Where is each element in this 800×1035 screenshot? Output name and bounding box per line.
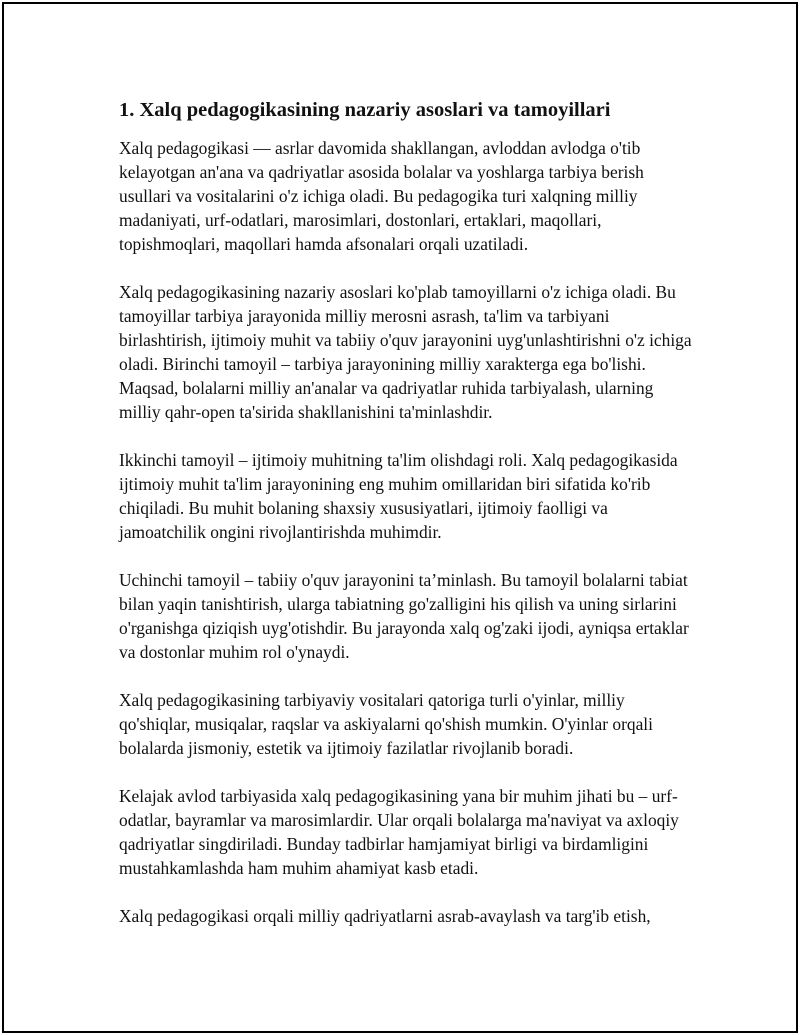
paragraph-second-principle: Ikkinchi tamoyil – ijtimoiy muhitning ta'lim olishdagi roli. Xalq pedagogikasida ijtimoiy muhit ta'lim jarayonining eng muhim omillaridan biri sifatida ko'rib chiqiladi. Bu muhit bolaning shaxsiy xususiyatlari, ijtimoiy faolligi va jamoatchilik ongini rivojlantirishda muhimdir.: [119, 450, 678, 542]
section-heading: 1. Xalq pedagogikasining nazariy asoslari va tamoyillari: [119, 99, 611, 121]
paragraph-third-principle: Uchinchi tamoyil – tabiiy o'quv jarayonini ta’minlash. Bu tamoyil bolalarni tabiat bilan yaqin tanishtirish, ularga tabiatning go'zalligini his qilish va uning sirlarini o'rganishga qiziqish uyg'otishdir. Bu jarayonda xalq og'zaki ijodi, ayniqsa ertaklar va dostonlar muhim rol o'ynaydi.: [119, 570, 689, 662]
paragraph-values: Xalq pedagogikasi orqali milliy qadriyatlarni asrab-avaylash va targ'ib etish,: [119, 906, 651, 926]
paragraph-theoretical-basis: Xalq pedagogikasining nazariy asoslari ko'plab tamoyillarni o'z ichiga oladi. Bu tamoyillar tarbiya jarayonida milliy merosni asrash, ta'lim va tarbiyani birlashtirish, ijtimoiy muhit va tabiiy o'quv jarayonini uyg'unlashtirishni o'z ichiga oladi. Birinchi tamoyil – tarbiya jarayonining milliy xarakterga ega bo'lishi. Maqsad, bolalarni milliy an'analar va qadriyatlar ruhida tarbiyalash, ularning milliy qahr-open ta'sirida shakllanishini ta'minlashdir.: [119, 282, 692, 422]
paragraph-traditions: Kelajak avlod tarbiyasida xalq pedagogikasining yana bir muhim jihati bu – urf-odatlar, bayramlar va marosimlardir. Ular orqali bolalarga ma'naviyat va axloqiy qadriyatlar singdiriladi. Bunday tadbirlar hamjamiyat birligi va birdamligini mustahkamlashda ham muhim ahamiyat kasb etadi.: [119, 786, 679, 878]
paragraph-educational-means: Xalq pedagogikasining tarbiyaviy vositalari qatoriga turli o'yinlar, milliy qo'shiqlar, musiqalar, raqslar va askiyalarni qo'shish mumkin. O'yinlar orqali bolalarda jismoniy, estetik va ijtimoiy fazilatlar rivojlanib boradi.: [119, 690, 653, 758]
document-content: [119, 98, 694, 952]
document-page: [2, 2, 798, 1033]
paragraph-intro: Xalq pedagogikasi — asrlar davomida shakllangan, avloddan avlodga o'tib kelayotgan an'ana va qadriyatlar asosida bolalar va yoshlarga tarbiya berish usullari va vositalarini o'z ichiga oladi. Bu pedagogika turi xalqning milliy madaniyati, urf-odatlari, marosimlari, dostonlari, ertaklari, maqollari, topishmoqlari, maqollari hamda afsonalari orqali uzatiladi.: [119, 138, 644, 254]
